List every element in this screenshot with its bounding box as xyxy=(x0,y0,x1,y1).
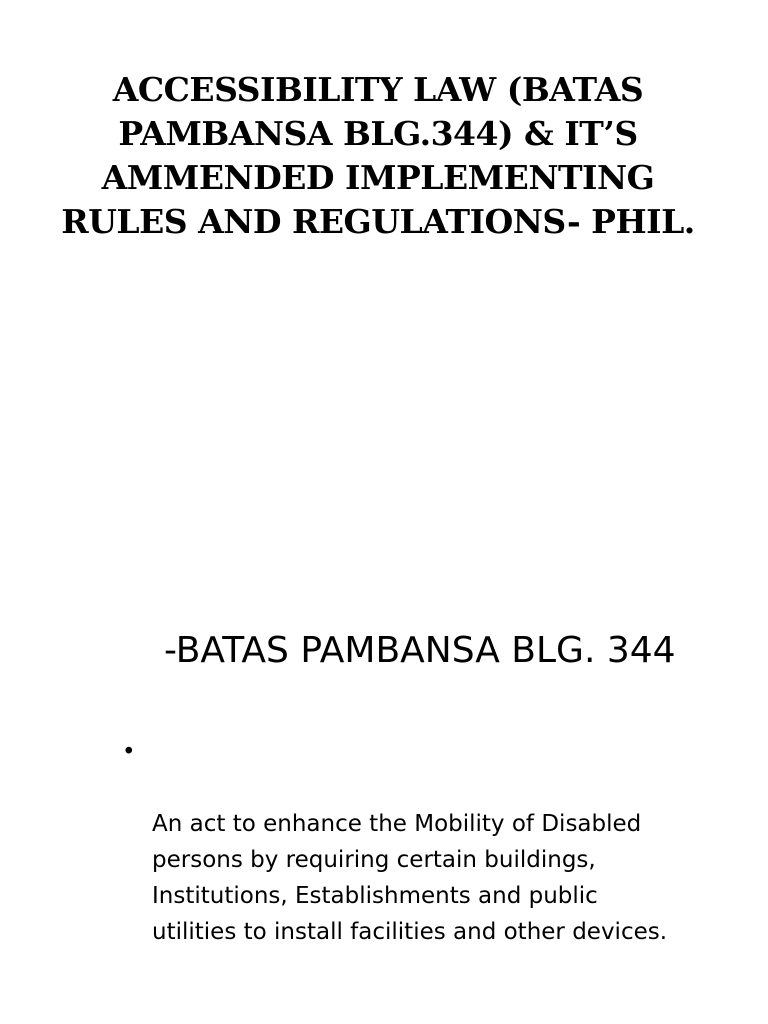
slide-content xyxy=(0,560,768,1024)
slide-heading: ACCESSIBILITY LAW (BATAS PAMBANSA BLG.344) & IT’S AMMENDED IMPLEMENTING RULES AND REGULATIONS- PHIL. xyxy=(61,70,695,241)
bullet-list xyxy=(118,734,718,950)
bullet-text: An act to enhance the Mobility of Disabled persons by requiring certain buildings, Institutions, Establishments and public utilities to install facilities and other devices. xyxy=(152,811,668,945)
bullet-item xyxy=(118,734,718,950)
bullet-icon: • xyxy=(122,739,136,765)
slide-subheading: -BATAS PAMBANSA BLG. 344 xyxy=(164,630,676,671)
